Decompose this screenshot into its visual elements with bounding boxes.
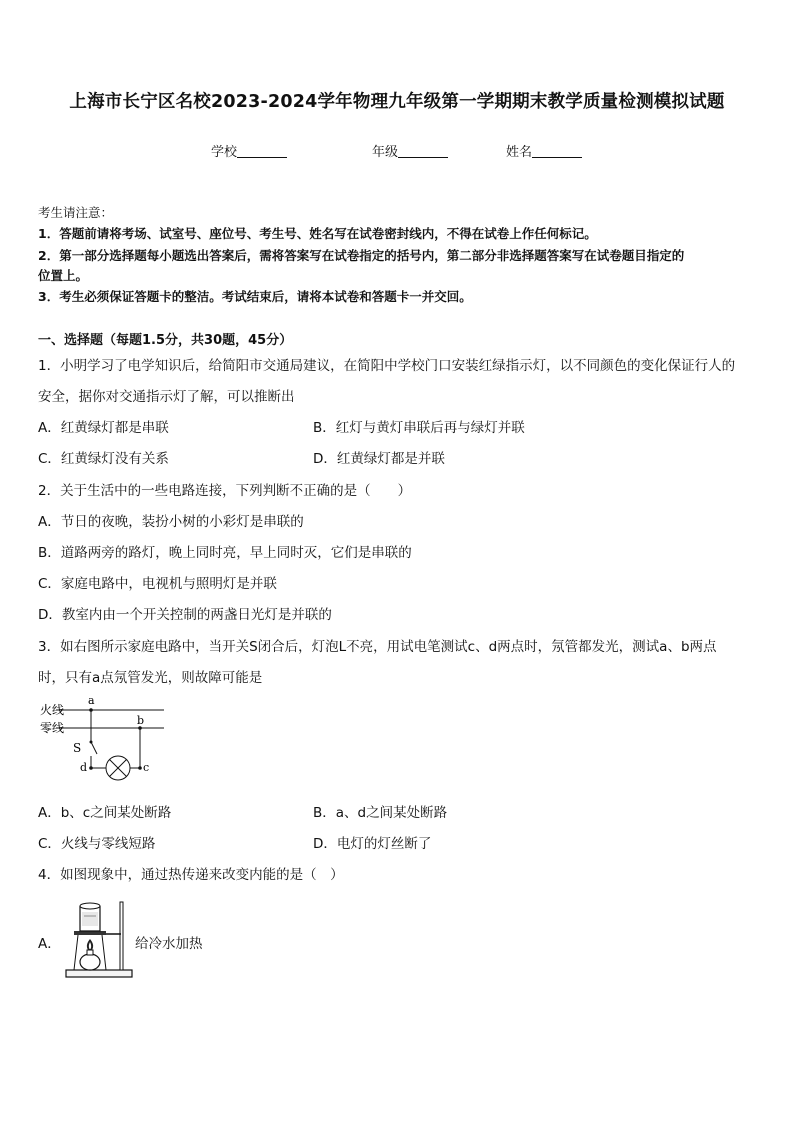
q1-option-c[interactable]: C．红黄绿灯没有关系 <box>38 451 169 467</box>
q4-option-a-caption: 给冷水加热 <box>135 936 203 952</box>
notice-item: 位置上。 <box>38 268 89 283</box>
q2-option-b[interactable]: B．道路两旁的路灯，晚上同时亮，早上同时灭，它们是串联的 <box>38 545 412 561</box>
notice-item: 3．考生必须保证答题卡的整洁。考试结束后，请将本试卷和答题卡一并交回。 <box>38 289 472 304</box>
notice-item: 2．第一部分选择题每小题选出答案后，需将答案写在试卷指定的括号内，第二部分非选择题答案写在试卷题目指定的 <box>38 248 685 263</box>
point-c-label: c <box>143 761 150 774</box>
q2-option-c[interactable]: C．家庭电路中，电视机与照明灯是并联 <box>38 576 277 592</box>
name-field <box>506 141 582 160</box>
notice-item: 1．答题前请将考场、试室号、座位号、考生号、姓名写在试卷密封线内，不得在试卷上作任何标记。 <box>38 226 597 241</box>
q3-option-c[interactable]: C．火线与零线短路 <box>38 836 156 852</box>
grade-blank[interactable] <box>398 145 448 158</box>
point-b-label: b <box>137 714 145 727</box>
q4-option-a-letter[interactable]: A． <box>38 936 61 952</box>
school-blank[interactable] <box>237 145 287 158</box>
grade-field <box>372 141 448 160</box>
name-label: 姓名 <box>506 145 533 160</box>
grade-label: 年级 <box>372 145 399 160</box>
school-label: 学校 <box>211 145 238 160</box>
notice-heading: 考生请注意： <box>38 205 114 220</box>
point-a-label: a <box>88 694 95 707</box>
neutral-wire-label: 零线 <box>40 721 65 735</box>
q2-stem: 2．关于生活中的一些电路连接，下列判断不正确的是（ ） <box>38 483 412 499</box>
q1-option-b[interactable]: B．红灯与黄灯串联后再与绿灯并联 <box>313 420 525 436</box>
q1-option-a[interactable]: A．红黄绿灯都是串联 <box>38 420 169 436</box>
fire-wire-label: 火线 <box>40 703 65 717</box>
circuit-diagram <box>36 692 166 788</box>
q2-option-a[interactable]: A．节日的夜晚，装扮小树的小彩灯是串联的 <box>38 514 304 530</box>
school-field <box>211 141 287 160</box>
point-d-label: d <box>80 761 88 774</box>
q2-option-d[interactable]: D．教室内由一个开关控制的两盏日光灯是并联的 <box>38 607 332 623</box>
q1-stem-line2: 安全，据你对交通指示灯了解，可以推断出 <box>38 389 295 405</box>
section-heading: 一、选择题（每题1.5分，共30题，45分） <box>38 333 293 348</box>
heating-apparatus-image <box>64 898 136 980</box>
q3-option-a[interactable]: A．b、c之间某处断路 <box>38 805 172 821</box>
exam-title: 上海市长宁区名校2023-2024学年物理九年级第一学期期末教学质量检测模拟试题 <box>69 92 725 112</box>
q3-option-d[interactable]: D．电灯的灯丝断了 <box>313 836 432 852</box>
q3-stem-line2: 时，只有a点氖管发光，则故障可能是 <box>38 670 263 686</box>
switch-s <box>91 742 97 754</box>
q4-stem: 4．如图现象中，通过热传递来改变内能的是（ ） <box>38 867 344 883</box>
q1-stem-line1: 1．小明学习了电学知识后，给简阳市交通局建议，在简阳中学校门口安装红绿指示灯，以不同颜色的变化保证行人的 <box>38 358 736 374</box>
q3-option-b[interactable]: B．a、d之间某处断路 <box>313 805 448 821</box>
switch-label: S <box>73 741 82 755</box>
q1-option-d[interactable]: D．红黄绿灯都是并联 <box>313 451 445 467</box>
name-blank[interactable] <box>532 145 582 158</box>
q3-stem-line1: 3．如右图所示家庭电路中，当开关S闭合后，灯泡L不亮，用试电笔测试c、d两点时，氖管都发光，测试a、b两点 <box>38 639 717 655</box>
